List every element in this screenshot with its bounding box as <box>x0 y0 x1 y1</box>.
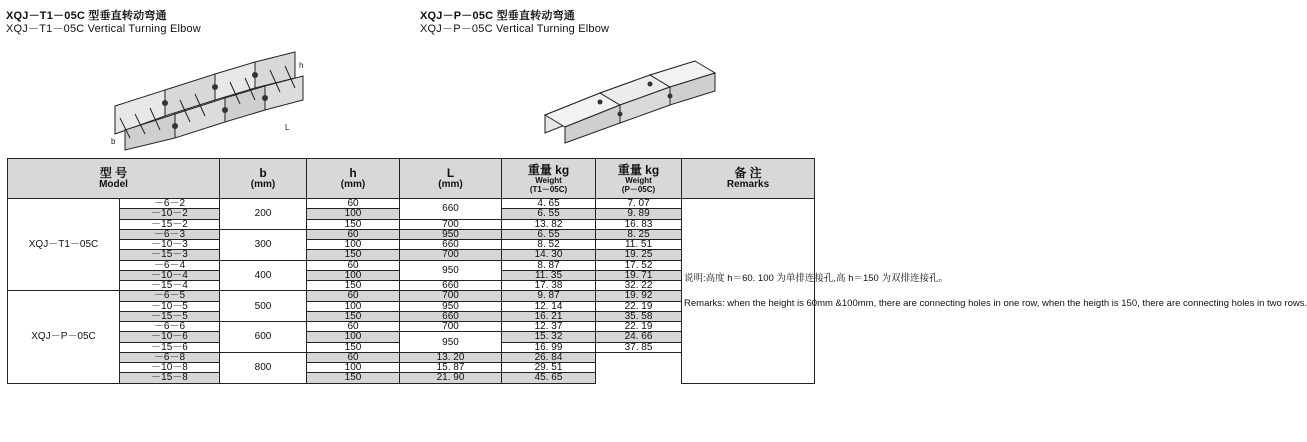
weight-t1-cell: 4. 65 <box>502 199 596 209</box>
height-h-cell: 150 <box>307 373 400 383</box>
length-l-cell: 700 <box>400 250 502 260</box>
length-l-cell: 660 <box>400 281 502 291</box>
width-b-cell: 300 <box>220 229 307 260</box>
right-caption <box>420 10 609 36</box>
height-h-cell: 100 <box>307 363 400 373</box>
height-h-cell: 150 <box>307 281 400 291</box>
right-caption-zh: XQJ－P－05C 型垂直转动弯通 <box>420 10 575 22</box>
left-caption <box>6 10 201 36</box>
height-h-cell: 60 <box>307 322 400 332</box>
sub-model-cell: －15－3 <box>120 250 220 260</box>
sub-model-cell: －6－4 <box>120 260 220 270</box>
height-h-cell: 60 <box>307 260 400 270</box>
header-weight-p: 重量 kg Weight (P－05C) <box>596 159 682 199</box>
width-b-cell: 400 <box>220 260 307 291</box>
table-header-row <box>8 159 815 199</box>
height-h-cell: 150 <box>307 342 400 352</box>
height-h-cell: 150 <box>307 250 400 260</box>
sub-model-cell: －15－5 <box>120 311 220 321</box>
height-h-cell: 100 <box>307 209 400 219</box>
length-l-cell: 950 <box>400 229 502 239</box>
weight-p-cell: 11. 51 <box>596 240 682 250</box>
height-h-cell: 60 <box>307 229 400 239</box>
height-h-cell: 60 <box>307 291 400 301</box>
weight-t1-cell: 21. 90 <box>400 373 502 383</box>
sub-model-cell: －6－2 <box>120 199 220 209</box>
sub-model-cell: －15－6 <box>120 342 220 352</box>
sub-model-cell: －15－4 <box>120 281 220 291</box>
weight-t1-cell: 12. 37 <box>502 322 596 332</box>
weight-p-cell: 19. 71 <box>596 270 682 280</box>
weight-t1-cell: 15. 87 <box>400 363 502 373</box>
height-h-cell: 100 <box>307 270 400 280</box>
sub-model-cell: －10－6 <box>120 332 220 342</box>
dimension-label-b: b <box>111 137 116 146</box>
weight-p-cell: 22. 19 <box>596 322 682 332</box>
weight-t1-cell: 6. 55 <box>502 229 596 239</box>
sub-model-cell: －6－6 <box>120 322 220 332</box>
weight-p-cell: 16. 83 <box>596 219 682 229</box>
sub-model-cell: －10－3 <box>120 240 220 250</box>
weight-p-cell: 17. 52 <box>596 260 682 270</box>
weight-t1-cell: 8. 87 <box>502 260 596 270</box>
length-l-cell: 950 <box>400 301 502 311</box>
header-l: L (mm) <box>400 159 502 199</box>
header-b: b (mm) <box>220 159 307 199</box>
weight-p-cell: 37. 85 <box>596 342 682 352</box>
weight-t1-cell: 16. 21 <box>502 311 596 321</box>
product-header <box>0 0 820 158</box>
left-caption-zh: XQJ－T1－05C 型垂直转动弯通 <box>6 10 167 22</box>
length-l-cell: 700 <box>400 291 502 301</box>
weight-p-cell: 32. 22 <box>596 281 682 291</box>
length-l-cell: 660 <box>400 311 502 321</box>
sub-model-cell: －6－5 <box>120 291 220 301</box>
length-l-cell: 700 <box>400 219 502 229</box>
sub-model-cell: －15－8 <box>120 373 220 383</box>
weight-p-cell: 35. 58 <box>596 311 682 321</box>
weight-t1-cell: 13. 20 <box>400 352 502 362</box>
weight-t1-cell: 16. 99 <box>502 342 596 352</box>
ladder-elbow-illustration <box>105 38 305 150</box>
weight-p-cell: 8. 25 <box>596 229 682 239</box>
weight-t1-cell: 15. 32 <box>502 332 596 342</box>
header-h: h (mm) <box>307 159 400 199</box>
dimension-label-l: L <box>285 123 290 132</box>
width-b-cell: 500 <box>220 291 307 322</box>
tray-elbow-illustration <box>525 45 730 145</box>
weight-p-cell: 29. 51 <box>502 363 596 373</box>
remarks-cell <box>682 199 1307 384</box>
weight-t1-cell: 6. 55 <box>502 209 596 219</box>
weight-t1-cell: 14. 30 <box>502 250 596 260</box>
length-l-cell: 950 <box>400 260 502 281</box>
height-h-cell: 150 <box>307 219 400 229</box>
weight-p-cell: 24. 66 <box>596 332 682 342</box>
length-l-cell: 700 <box>400 322 502 332</box>
weight-t1-cell: 8. 52 <box>502 240 596 250</box>
height-h-cell: 100 <box>307 301 400 311</box>
header-model: 型 号 Model <box>8 159 220 199</box>
left-caption-en: XQJ－T1－05C Vertical Turning Elbow <box>6 23 201 35</box>
weight-t1-cell: 13. 82 <box>502 219 596 229</box>
sub-model-cell: －10－4 <box>120 270 220 280</box>
weight-t1-cell: 17. 38 <box>502 281 596 291</box>
sub-model-cell: －10－8 <box>120 363 220 373</box>
height-h-cell: 100 <box>307 240 400 250</box>
height-h-cell: 60 <box>307 199 400 209</box>
weight-p-cell: 19. 25 <box>596 250 682 260</box>
height-h-cell: 60 <box>307 352 400 362</box>
sub-model-cell: －10－5 <box>120 301 220 311</box>
header-weight-t1: 重量 kg Weight (T1－05C) <box>502 159 596 199</box>
width-b-cell: 600 <box>220 322 307 353</box>
length-l-cell: 950 <box>400 332 502 353</box>
width-b-cell: 800 <box>220 352 307 383</box>
header-remarks: 备 注 Remarks <box>682 159 815 199</box>
weight-p-cell: 45. 65 <box>502 373 596 383</box>
specification-table <box>7 158 1307 384</box>
width-b-cell: 200 <box>220 199 307 230</box>
model-cell: XQJ－P－05C <box>8 291 120 383</box>
length-l-cell: 660 <box>400 199 502 220</box>
height-h-cell: 100 <box>307 332 400 342</box>
weight-p-cell: 22. 19 <box>596 301 682 311</box>
weight-t1-cell: 9. 87 <box>502 291 596 301</box>
sub-model-cell: －15－2 <box>120 219 220 229</box>
weight-p-cell: 26. 84 <box>502 352 596 362</box>
weight-t1-cell: 12. 14 <box>502 301 596 311</box>
weight-p-cell: 9. 89 <box>596 209 682 219</box>
model-cell: XQJ－T1－05C <box>8 199 120 291</box>
right-caption-en: XQJ－P－05C Vertical Turning Elbow <box>420 23 610 35</box>
weight-p-cell: 7. 07 <box>596 199 682 209</box>
sub-model-cell: －6－3 <box>120 229 220 239</box>
length-l-cell: 660 <box>400 240 502 250</box>
remarks-en: Remarks: when the height is 60mm &100mm, there are connecting holes in one row, when the heigth is 150, there are connecting holes in two rows. <box>684 297 1307 309</box>
remarks-zh: 说明:高度 h＝60. 100 为单排连接孔,高 h＝150 为双排连接孔。 <box>684 272 948 284</box>
sub-model-cell: －6－8 <box>120 352 220 362</box>
weight-t1-cell: 11. 35 <box>502 270 596 280</box>
sub-model-cell: －10－2 <box>120 209 220 219</box>
weight-p-cell: 19. 92 <box>596 291 682 301</box>
dimension-label-h: h <box>299 61 304 70</box>
table-row <box>8 199 815 209</box>
height-h-cell: 150 <box>307 311 400 321</box>
